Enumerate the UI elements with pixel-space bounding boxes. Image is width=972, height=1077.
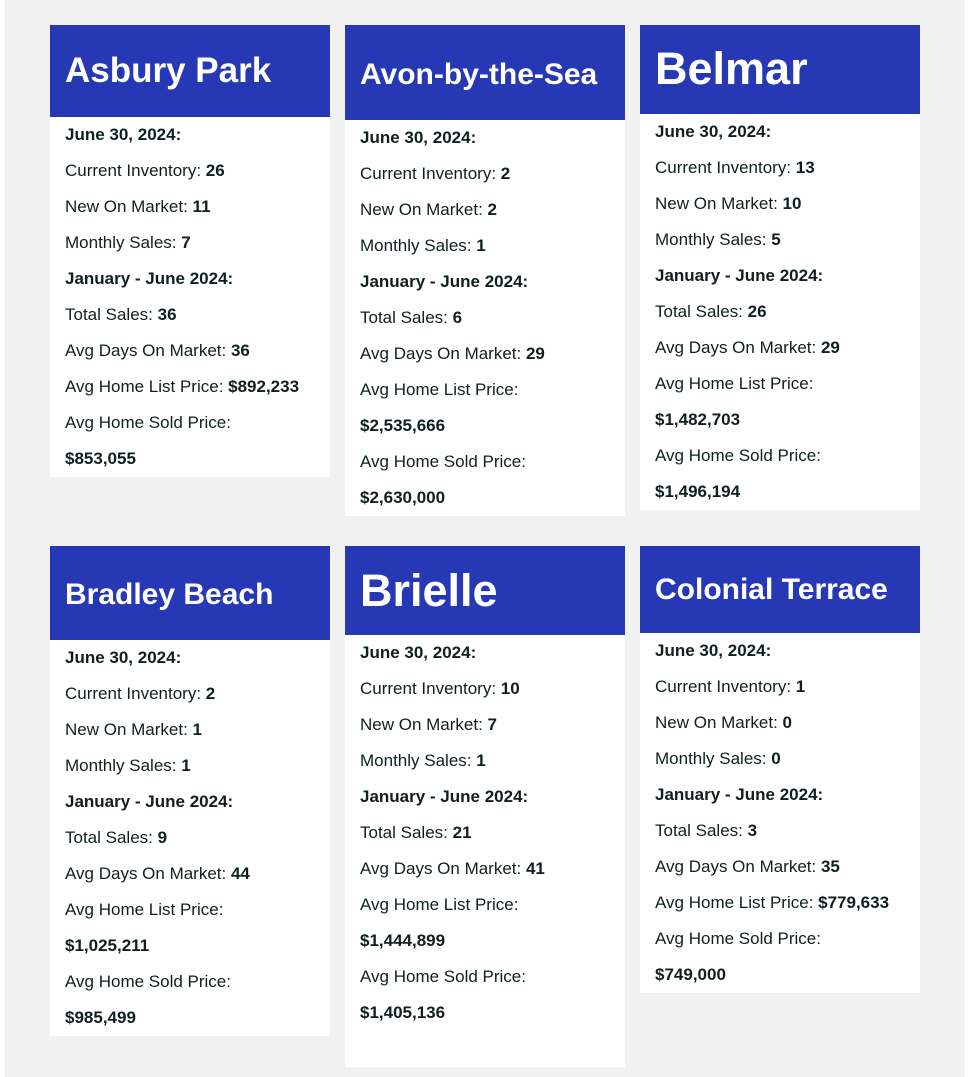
avg-home-list-price-value: $779,633 <box>818 893 890 912</box>
monthly-sales-row: Monthly Sales: 5 <box>655 230 781 249</box>
avg-days-on-market-row: Avg Days On Market: 35 <box>655 857 840 876</box>
total-sales-row: Total Sales: 26 <box>655 302 767 321</box>
avg-home-list-price-row: Avg Home List Price: $779,633 <box>655 893 890 912</box>
avg-home-list-price-label: Avg Home List Price: <box>360 380 519 399</box>
avg-home-sold-price-value: $985,499 <box>65 1008 136 1027</box>
period-heading: January - June 2024: <box>655 785 824 804</box>
town-title <box>50 25 330 117</box>
current-inventory-row: Current Inventory: 1 <box>655 677 806 696</box>
current-inventory-row: Current Inventory: 13 <box>655 158 815 177</box>
monthly-sales-row: Monthly Sales: 1 <box>360 751 486 770</box>
avg-days-on-market-value: 44 <box>230 864 250 883</box>
avg-home-list-price-row: Avg Home List Price: $892,233 <box>65 377 300 396</box>
date-heading: June 30, 2024: <box>65 648 182 667</box>
date-heading: June 30, 2024: <box>65 125 182 144</box>
total-sales-row: Total Sales: 6 <box>360 308 463 327</box>
avg-home-list-price-label: Avg Home List Price: <box>655 374 814 393</box>
town-title <box>50 546 330 640</box>
town-name: Asbury Park <box>65 51 272 90</box>
avg-days-on-market-row: Avg Days On Market: 29 <box>655 338 840 357</box>
total-sales-value: 36 <box>157 305 177 324</box>
new-on-market-value: 7 <box>487 715 498 734</box>
date-heading: June 30, 2024: <box>655 122 772 141</box>
town-card-bradley-beach <box>50 546 330 1036</box>
monthly-sales-value: 1 <box>476 751 486 770</box>
town-name: Brielle <box>360 564 498 616</box>
current-inventory-value: 10 <box>500 679 520 698</box>
period-heading: January - June 2024: <box>655 266 824 285</box>
town-name: Bradley Beach <box>65 578 274 611</box>
town-card-colonial-terrace <box>640 546 920 993</box>
avg-home-sold-price-label: Avg Home Sold Price: <box>655 929 821 948</box>
new-on-market-value: 10 <box>782 194 802 213</box>
avg-home-sold-price-value: $2,630,000 <box>360 488 446 507</box>
avg-home-sold-price-value: $1,405,136 <box>360 1003 446 1022</box>
total-sales-value: 6 <box>452 308 463 327</box>
avg-home-list-price-value: $2,535,666 <box>360 416 446 435</box>
avg-home-list-price-value: $1,025,211 <box>65 936 150 955</box>
town-stats <box>345 635 625 1031</box>
avg-home-list-price-value: $1,482,703 <box>655 410 741 429</box>
town-card-belmar <box>640 25 920 510</box>
monthly-sales-value: 1 <box>181 756 191 775</box>
avg-home-sold-price-label: Avg Home Sold Price: <box>65 972 231 991</box>
new-on-market-row: New On Market: 7 <box>360 715 498 734</box>
total-sales-row: Total Sales: 21 <box>360 823 472 842</box>
avg-home-sold-price-value: $749,000 <box>655 965 726 984</box>
avg-days-on-market-row: Avg Days On Market: 41 <box>360 859 545 878</box>
total-sales-row: Total Sales: 3 <box>655 821 758 840</box>
avg-home-list-price-value: $1,444,899 <box>360 931 446 950</box>
period-heading: January - June 2024: <box>65 269 234 288</box>
monthly-sales-row: Monthly Sales: 1 <box>65 756 191 775</box>
current-inventory-row: Current Inventory: 2 <box>360 164 511 183</box>
new-on-market-value: 2 <box>487 200 498 219</box>
total-sales-value: 3 <box>747 821 758 840</box>
period-heading: January - June 2024: <box>65 792 234 811</box>
avg-home-list-price-value: $892,233 <box>228 377 300 396</box>
monthly-sales-row: Monthly Sales: 0 <box>655 749 781 768</box>
avg-days-on-market-value: 35 <box>820 857 840 876</box>
date-heading: June 30, 2024: <box>360 643 477 662</box>
avg-days-on-market-value: 29 <box>820 338 840 357</box>
monthly-sales-value: 7 <box>181 233 191 252</box>
town-name: Colonial Terrace <box>655 572 888 606</box>
new-on-market-row: New On Market: 11 <box>65 197 211 216</box>
avg-home-sold-price-label: Avg Home Sold Price: <box>655 446 821 465</box>
town-card-avon-by-the-sea <box>345 25 625 516</box>
town-name: Belmar <box>655 42 808 94</box>
avg-days-on-market-row: Avg Days On Market: 29 <box>360 344 545 363</box>
town-stats <box>640 633 920 993</box>
total-sales-row: Total Sales: 36 <box>65 305 177 324</box>
avg-days-on-market-row: Avg Days On Market: 36 <box>65 341 250 360</box>
current-inventory-value: 26 <box>205 161 225 180</box>
town-stats <box>640 114 920 510</box>
current-inventory-value: 2 <box>500 164 511 183</box>
avg-days-on-market-value: 41 <box>525 859 545 878</box>
period-heading: January - June 2024: <box>360 272 529 291</box>
avg-home-list-price-label: Avg Home List Price: <box>360 895 519 914</box>
avg-home-sold-price-value: $1,496,194 <box>655 482 741 501</box>
town-name: Avon-by-the-Sea <box>360 57 598 91</box>
total-sales-row: Total Sales: 9 <box>65 828 168 847</box>
avg-days-on-market-row: Avg Days On Market: 44 <box>65 864 250 883</box>
town-stats <box>50 117 330 477</box>
page-background <box>5 0 965 1077</box>
date-heading: June 30, 2024: <box>360 128 477 147</box>
new-on-market-value: 1 <box>192 720 203 739</box>
avg-days-on-market-value: 36 <box>230 341 250 360</box>
date-heading: June 30, 2024: <box>655 641 772 660</box>
monthly-sales-value: 5 <box>771 230 781 249</box>
total-sales-value: 26 <box>747 302 767 321</box>
monthly-sales-value: 0 <box>771 749 781 768</box>
town-title <box>345 25 625 120</box>
town-card-asbury-park <box>50 25 330 477</box>
avg-days-on-market-value: 29 <box>525 344 545 363</box>
monthly-sales-row: Monthly Sales: 7 <box>65 233 191 252</box>
new-on-market-row: New On Market: 1 <box>65 720 203 739</box>
avg-home-sold-price-value: $853,055 <box>65 449 136 468</box>
period-heading: January - June 2024: <box>360 787 529 806</box>
current-inventory-row: Current Inventory: 10 <box>360 679 520 698</box>
avg-home-sold-price-label: Avg Home Sold Price: <box>360 452 526 471</box>
monthly-sales-row: Monthly Sales: 1 <box>360 236 486 255</box>
current-inventory-row: Current Inventory: 26 <box>65 161 225 180</box>
current-inventory-value: 13 <box>795 158 815 177</box>
monthly-sales-value: 1 <box>476 236 486 255</box>
town-title <box>345 546 625 635</box>
new-on-market-value: 11 <box>192 197 211 216</box>
town-stats <box>50 640 330 1036</box>
new-on-market-value: 0 <box>782 713 793 732</box>
town-card-brielle <box>345 546 625 1067</box>
town-stats <box>345 120 625 516</box>
avg-home-sold-price-label: Avg Home Sold Price: <box>65 413 231 432</box>
current-inventory-value: 1 <box>795 677 806 696</box>
town-title <box>640 25 920 114</box>
total-sales-value: 21 <box>452 823 472 842</box>
town-title <box>640 546 920 633</box>
new-on-market-row: New On Market: 10 <box>655 194 802 213</box>
avg-home-sold-price-label: Avg Home Sold Price: <box>360 967 526 986</box>
new-on-market-row: New On Market: 0 <box>655 713 793 732</box>
current-inventory-value: 2 <box>205 684 216 703</box>
current-inventory-row: Current Inventory: 2 <box>65 684 216 703</box>
new-on-market-row: New On Market: 2 <box>360 200 498 219</box>
avg-home-list-price-label: Avg Home List Price: <box>65 900 224 919</box>
total-sales-value: 9 <box>157 828 168 847</box>
